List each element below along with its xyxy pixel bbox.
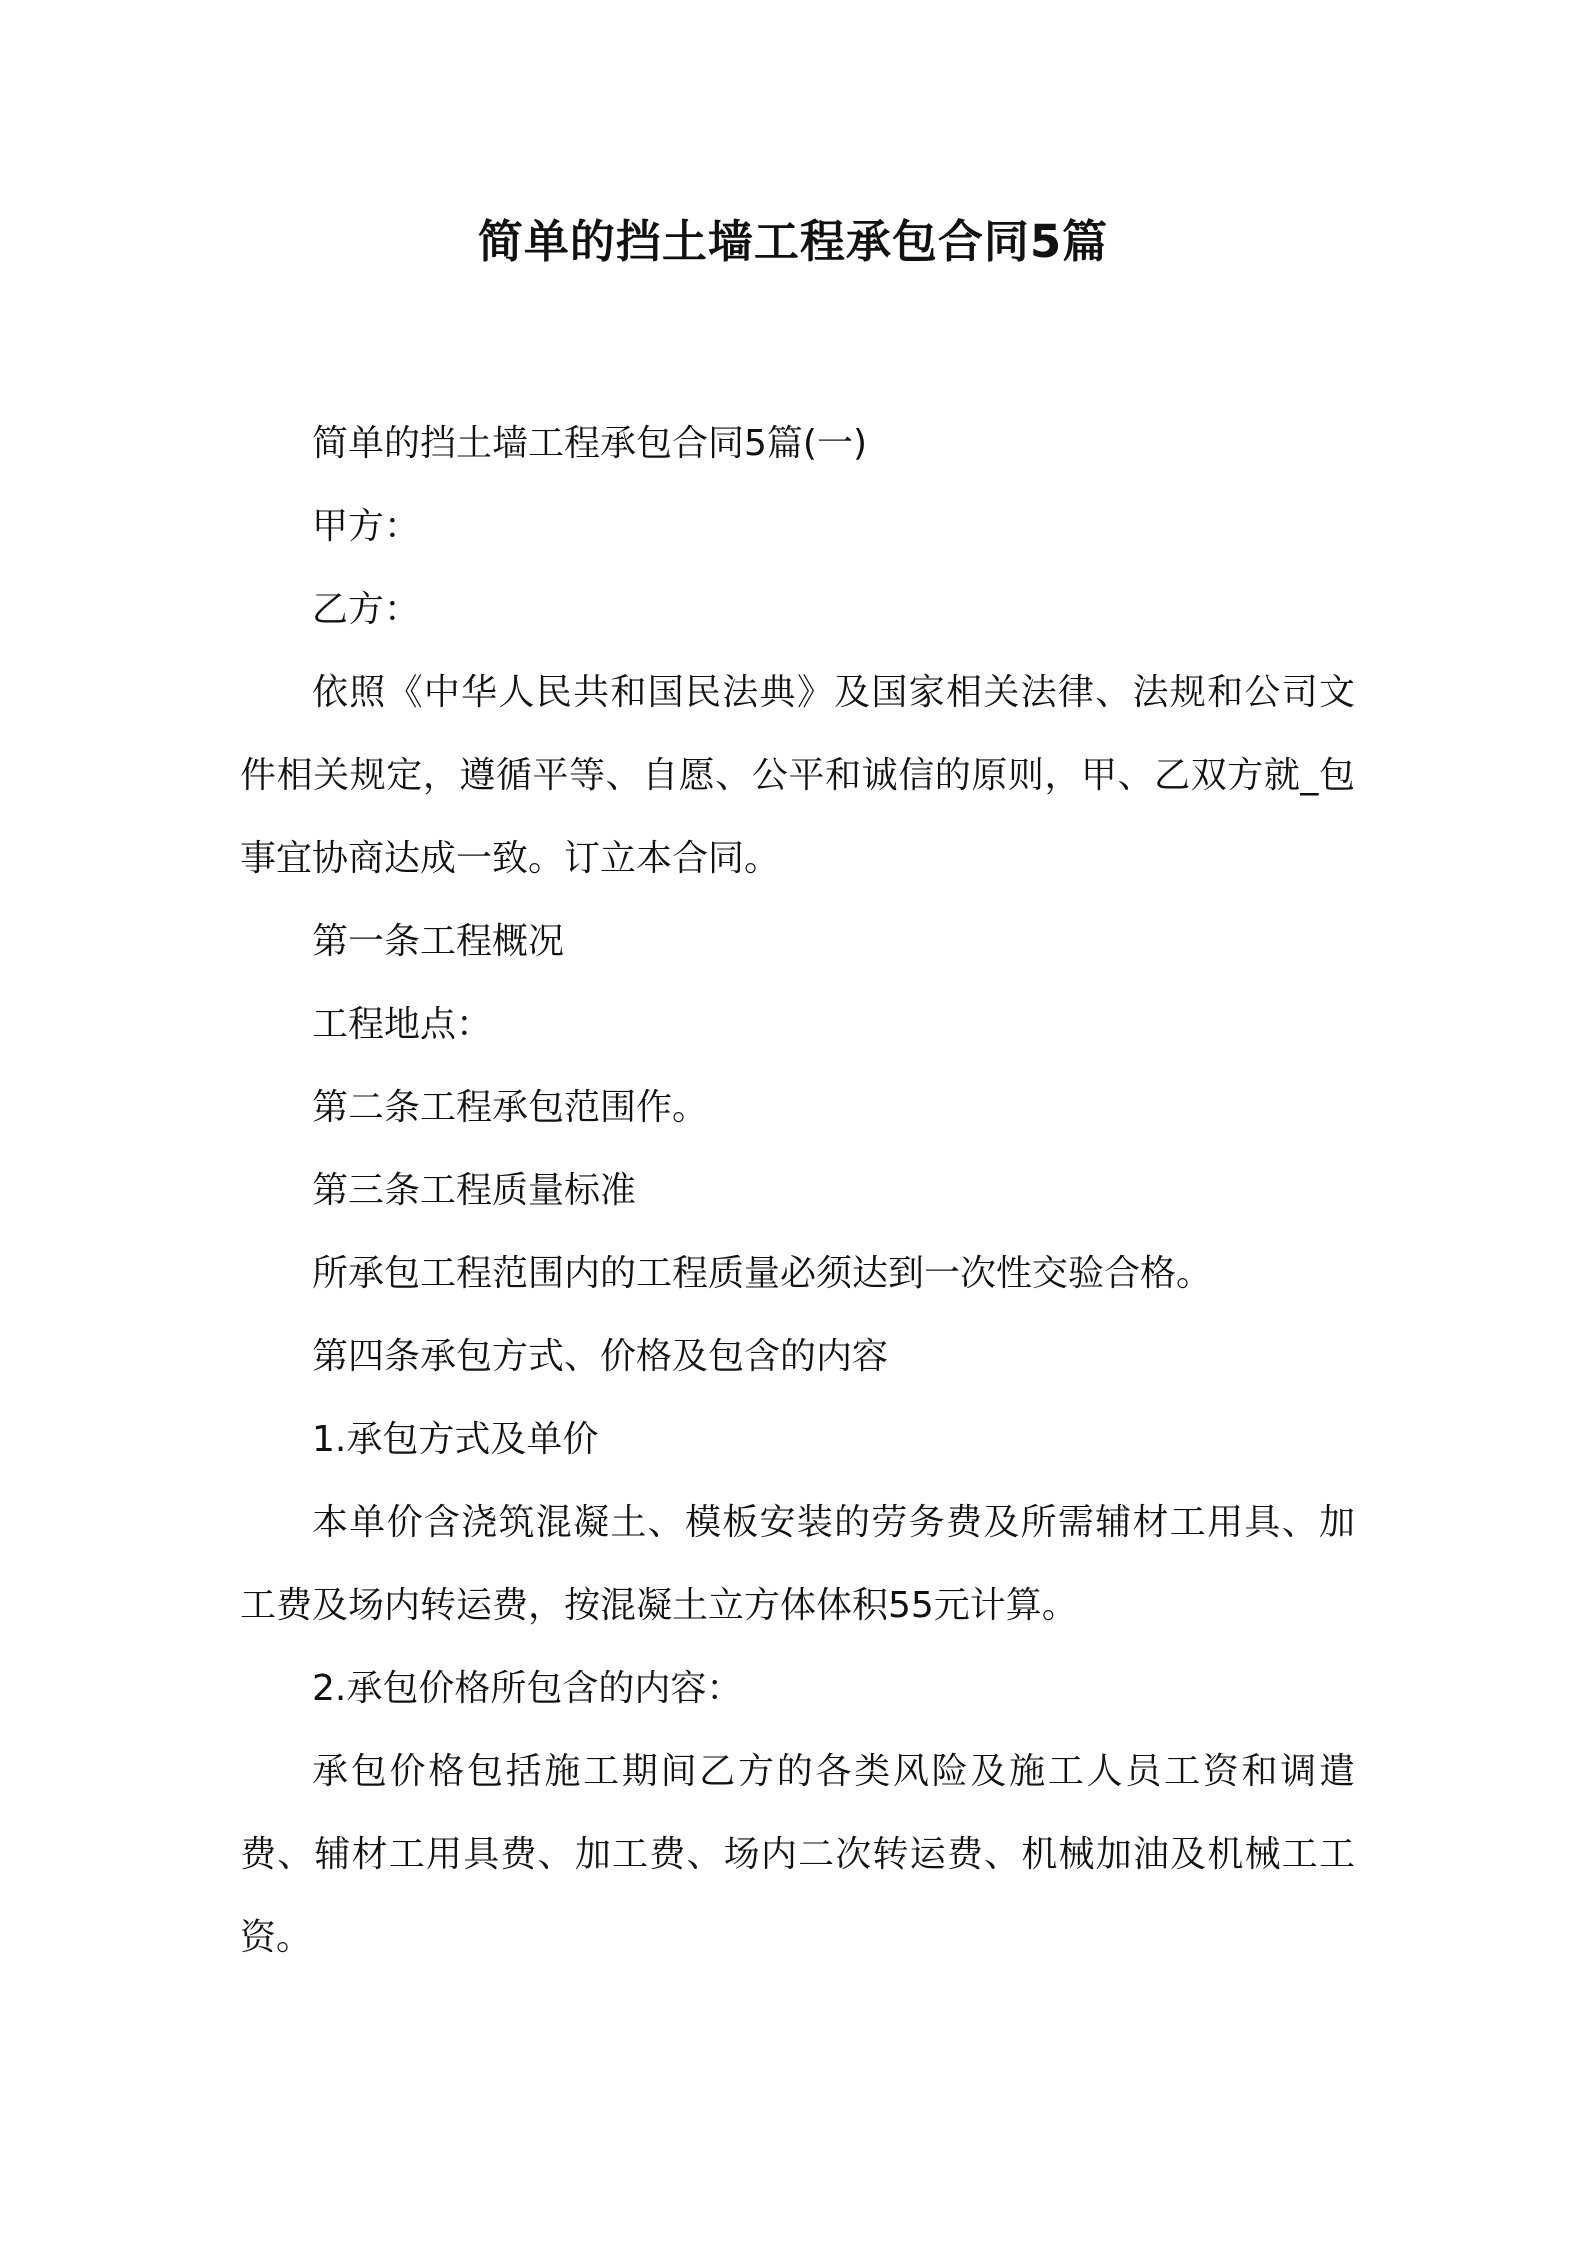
article-1-heading: 第一条工程概况 — [312, 921, 565, 962]
section-heading: 简单的挡土墙工程承包合同5篇(一) — [312, 423, 867, 464]
subsection-1-heading: 1.承包方式及单价 — [312, 1419, 599, 1460]
unit-price-paragraph: 本单价含浇筑混凝土、模板安装的劳务费及所需辅材工用具、加工费及场内转运费，按混凝土立方体体积55元计算。 — [240, 1502, 1355, 1626]
article-4-heading: 第四条承包方式、价格及包含的内容 — [312, 1336, 889, 1377]
document-body — [240, 402, 1355, 1979]
article-2-heading: 第二条工程承包范围作。 — [312, 1087, 709, 1128]
preamble-paragraph: 依照《中华人民共和国民法典》及国家相关法律、法规和公司文件相关规定，遵循平等、自愿、公平和诚信的原则，甲、乙双方就_包事宜协商达成一致。订立本合同。 — [240, 672, 1355, 879]
price-contents-paragraph: 承包价格包括施工期间乙方的各类风险及施工人员工资和调遣费、辅材工用具费、加工费、场内二次转运费、机械加油及机械工工资。 — [240, 1751, 1355, 1958]
quality-standard-paragraph: 所承包工程范围内的工程质量必须达到一次性交验合格。 — [312, 1253, 1213, 1294]
subsection-2-heading: 2.承包价格所包含的内容： — [312, 1668, 743, 1709]
party-a-line: 甲方： — [312, 506, 421, 547]
party-b-line: 乙方： — [312, 589, 421, 630]
document-title: 简单的挡土墙工程承包合同5篇 — [477, 215, 1109, 268]
project-location-line: 工程地点： — [312, 1004, 493, 1045]
article-3-heading: 第三条工程质量标准 — [312, 1170, 637, 1211]
